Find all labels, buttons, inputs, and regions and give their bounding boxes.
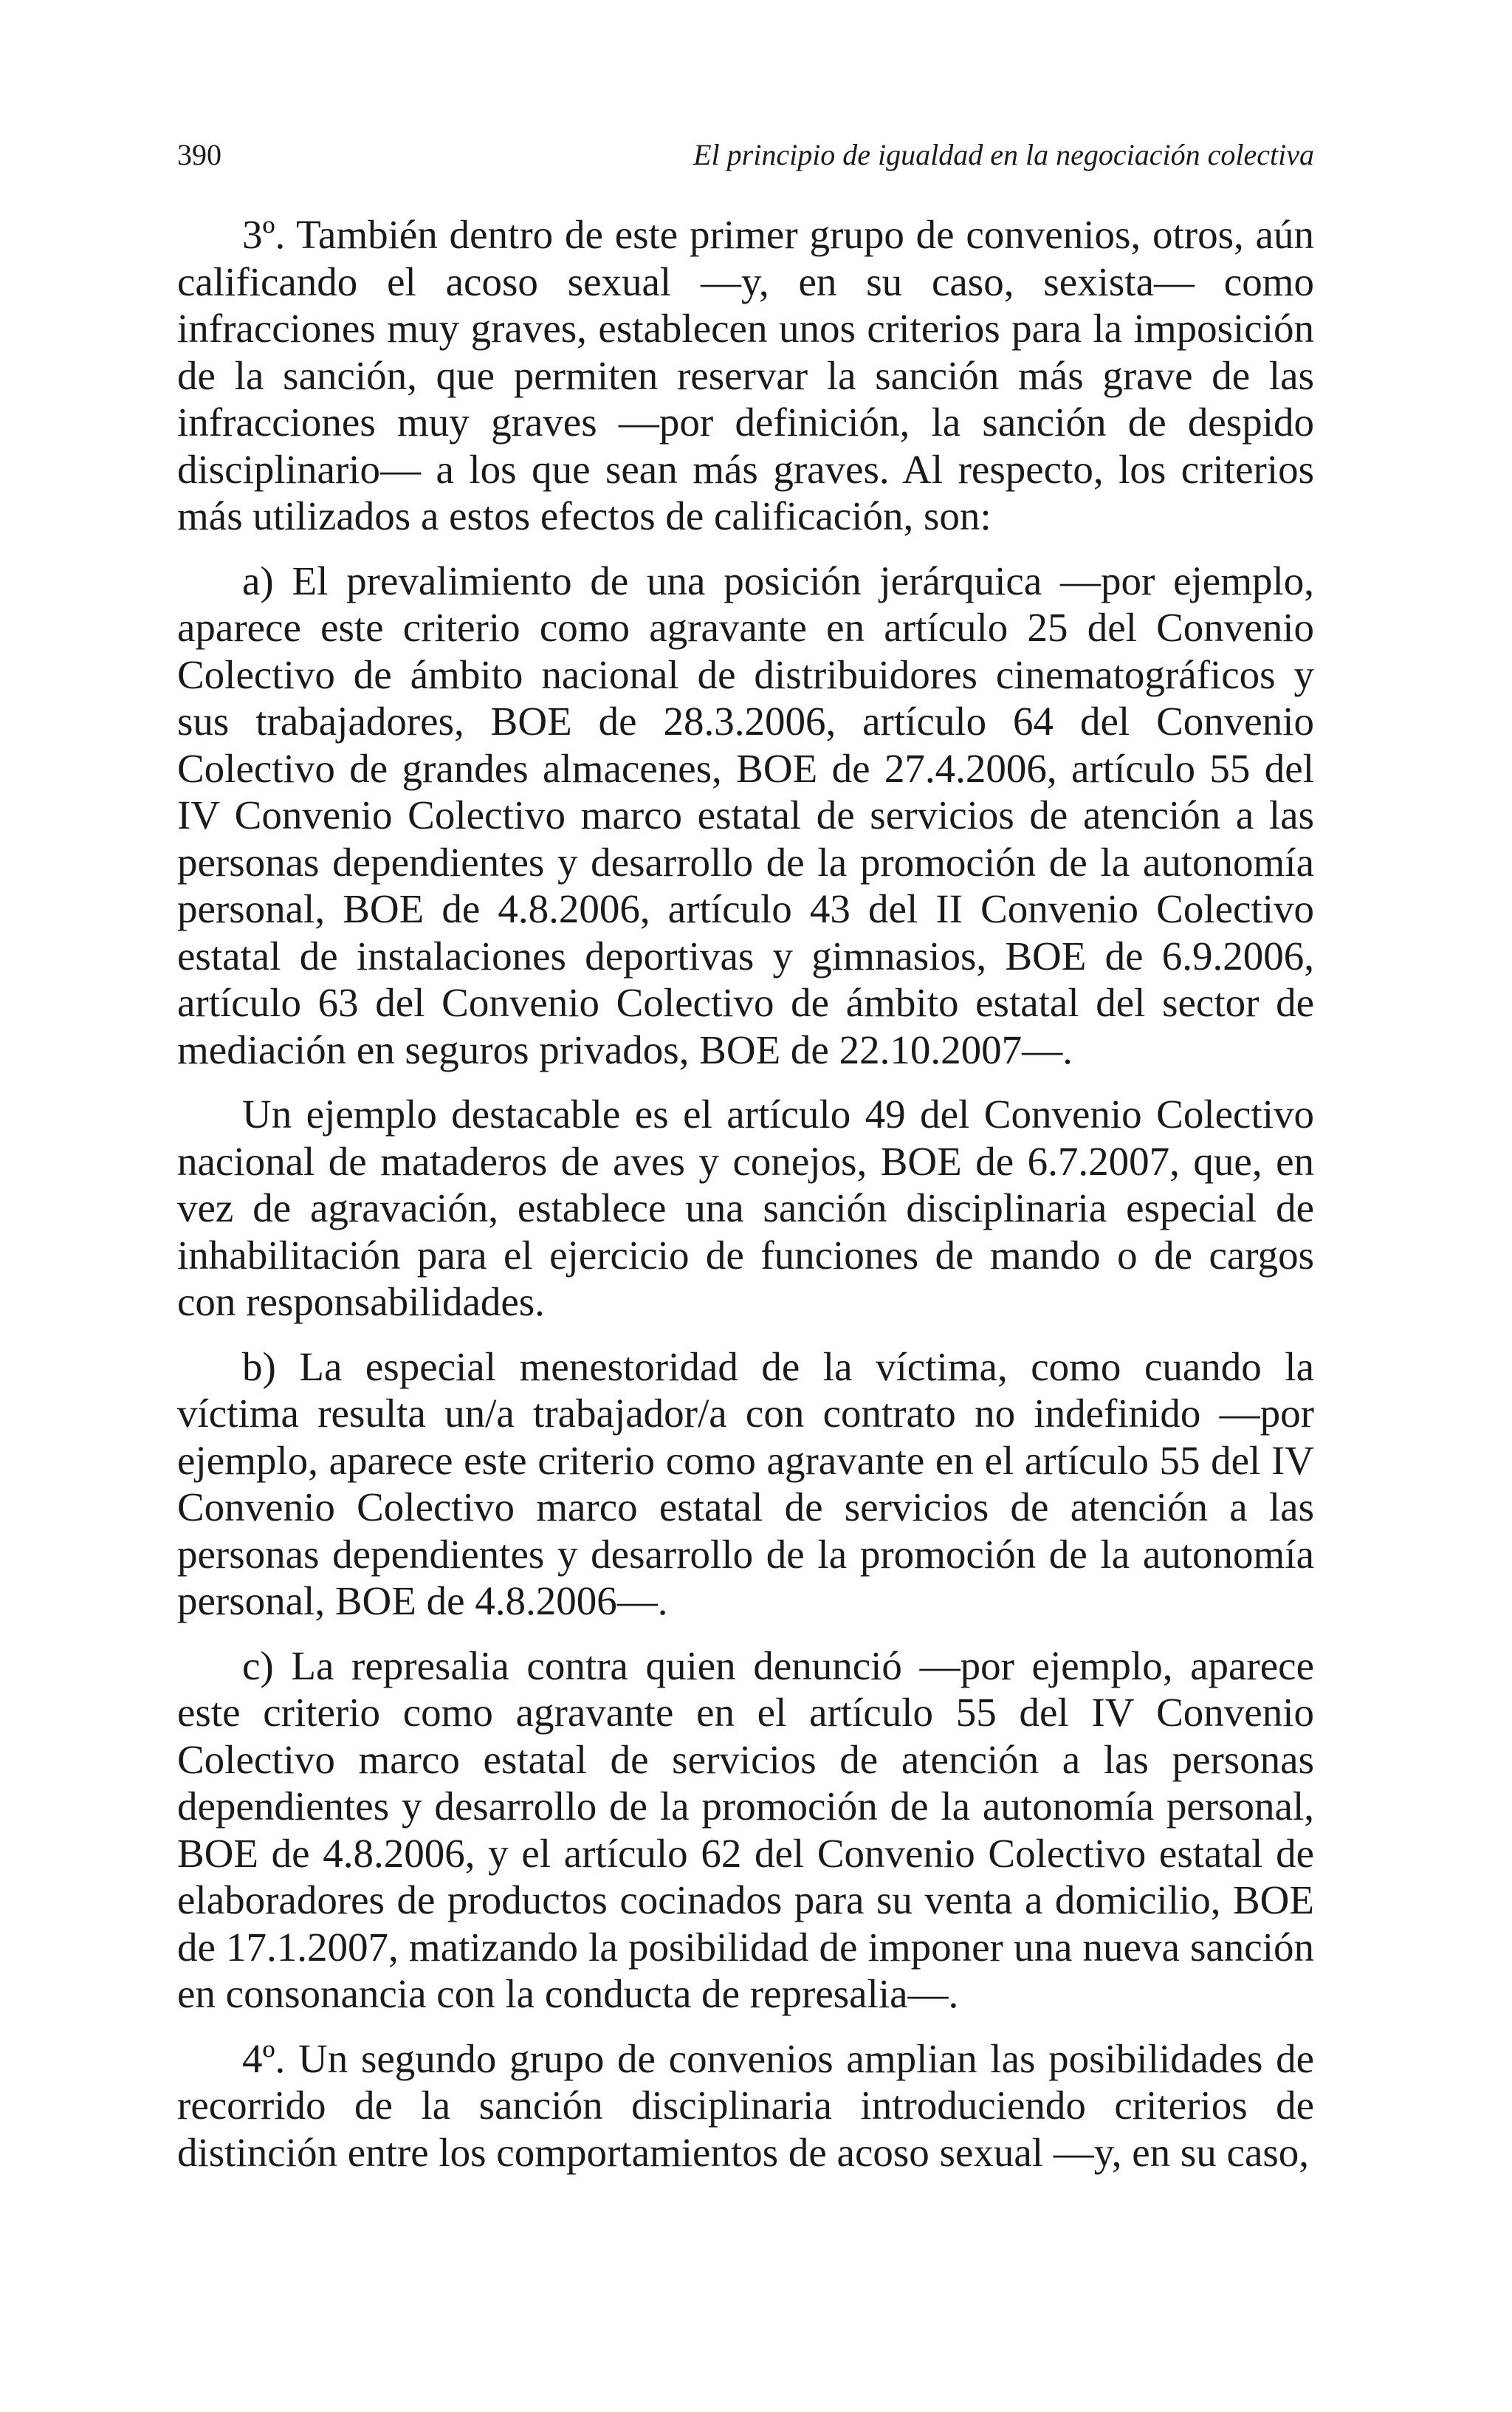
- body-text: [177, 211, 1314, 2176]
- running-title: El principio de igualdad en la negociación colectiva: [693, 138, 1314, 171]
- paragraph-example-mataderos: Un ejemplo destacable es el artículo 49 del Convenio Colectivo nacional de mataderos de aves y conejos, BOE de 6.7.2007, que, en vez de agravación, establece una sanción disciplinaria especial de inhabilitación para el ejercicio de funciones de mando o de cargos con responsabilidades.: [177, 1092, 1314, 1324]
- page-number: 390: [177, 138, 221, 171]
- paragraph-3o-criteria-intro: 3º. También dentro de este primer grupo de convenios, otros, aún calificando el acoso sexual —y, en su caso, sexista— como infracciones muy graves, establecen unos criterios para la imposición de la sanción, que permiten reservar la sanción más grave de las infracciones muy graves —por definición, la sanción de despido disciplinario— a los que sean más graves. Al respecto, los criterios más utilizados a estos efectos de calificación, son:: [177, 212, 1314, 538]
- running-header: [177, 133, 1314, 177]
- paragraph-b-victim-vulnerability: b) La especial menestoridad de la víctima, como cuando la víctima resulta un/a trabajador/a con contrato no indefinido —por ejemplo, aparece este criterio como agravante en el artículo 55 del IV Convenio Colectivo marco estatal de servicios de atención a las personas dependientes y desarrollo de la promoción de la autonomía personal, BOE de 4.8.2006—.: [177, 1343, 1314, 1623]
- paragraph-4o-second-group: 4º. Un segundo grupo de convenios amplian las posibilidades de recorrido de la sanción disciplinaria introduciendo criterios de distinción entre los comportamientos de acoso sexual —y, en su caso,: [177, 2035, 1314, 2175]
- book-page: [177, 133, 1314, 2176]
- paragraph-a-hierarchical-position: a) El prevalimiento de una posición jerárquica —por ejemplo, aparece este criterio como agravante en artículo 25 del Convenio Colectivo de ámbito nacional de distribuidores cinematográficos y sus trabajadores, BOE de 28.3.2006, artículo 64 del Convenio Colectivo de grandes almacenes, BOE de 27.4.2006, artículo 55 del IV Convenio Colectivo marco estatal de servicios de atención a las personas dependientes y desarrollo de la promoción de la autonomía personal, BOE de 4.8.2006, artículo 43 del II Convenio Colectivo estatal de instalaciones deportivas y gimnasios, BOE de 6.9.2006, artículo 63 del Convenio Colectivo de ámbito estatal del sector de mediación en seguros privados, BOE de 22.10.2007—.: [177, 558, 1314, 1072]
- paragraph-c-retaliation: c) La represalia contra quien denunció —por ejemplo, aparece este criterio como agravante en el artículo 55 del IV Convenio Colectivo marco estatal de servicios de atención a las personas dependientes y desarrollo de la promoción de la autonomía personal, BOE de 4.8.2006, y el artículo 62 del Convenio Colectivo estatal de elaboradores de productos cocinados para su venta a domicilio, BOE de 17.1.2007, matizando la posibilidad de imponer una nueva sanción en consonancia con la conducta de represalia—.: [177, 1642, 1314, 2016]
